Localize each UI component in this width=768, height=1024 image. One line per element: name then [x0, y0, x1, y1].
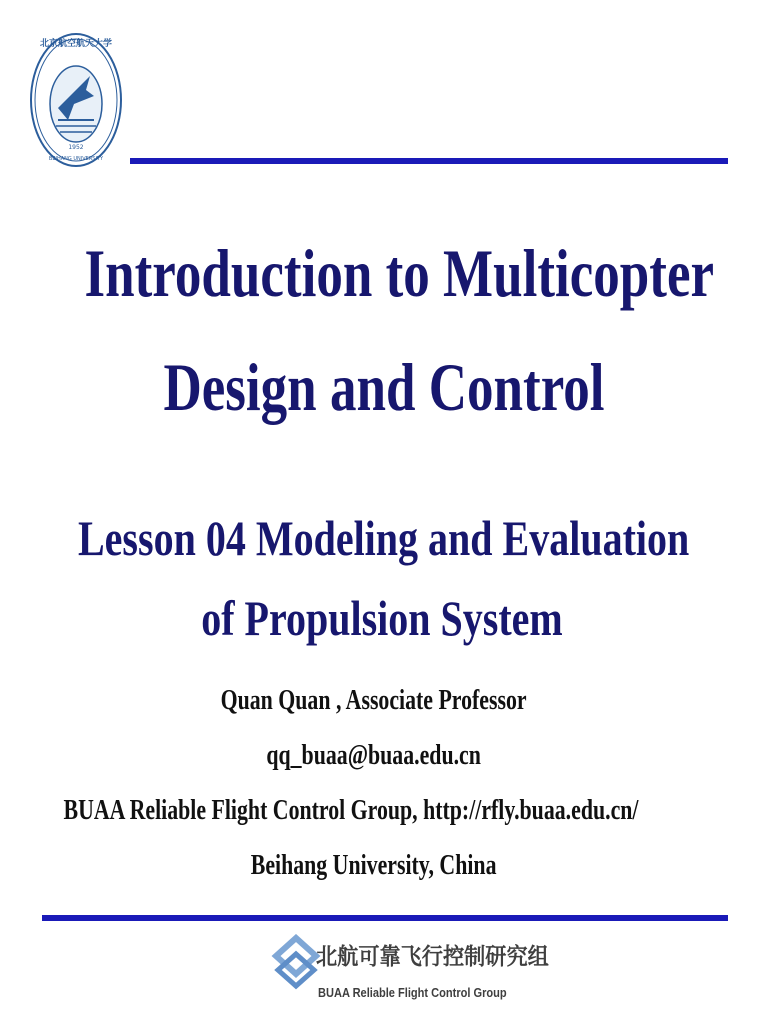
footer-group-name-chinese: 北航可靠飞行控制研究组: [316, 944, 549, 970]
author-info: [0, 673, 640, 893]
title-line-1: Introduction to Multicopter: [84, 235, 715, 311]
rfly-diamond-logo-icon: [270, 934, 322, 992]
lesson-subtitle: [78, 498, 690, 658]
lesson-line-1: Lesson 04 Modeling and Evaluation: [78, 510, 690, 566]
seal-ring-text-bottom: BEIHANG UNIVERSITY: [48, 156, 104, 162]
author-email: qq_buaa@buaa.edu.cn: [266, 740, 481, 771]
slide-title: [84, 216, 715, 444]
author-group: BUAA Reliable Flight Control Group, http://rfly.buaa.edu.cn/: [63, 795, 639, 826]
top-divider: [130, 158, 728, 164]
beihang-university-seal-icon: [28, 16, 124, 182]
seal-ring-text-top: 北京航空航天大学: [39, 39, 113, 49]
author-name: Quan Quan , Associate Professor: [220, 685, 527, 716]
bottom-divider: [42, 915, 728, 921]
title-line-2: Design and Control: [163, 349, 605, 425]
seal-year: 1952: [68, 144, 84, 151]
author-university: Beihang University, China: [250, 850, 497, 881]
footer-group-name-english: BUAA Reliable Flight Control Group: [318, 985, 507, 1000]
lesson-line-2: of Propulsion System: [201, 590, 563, 646]
